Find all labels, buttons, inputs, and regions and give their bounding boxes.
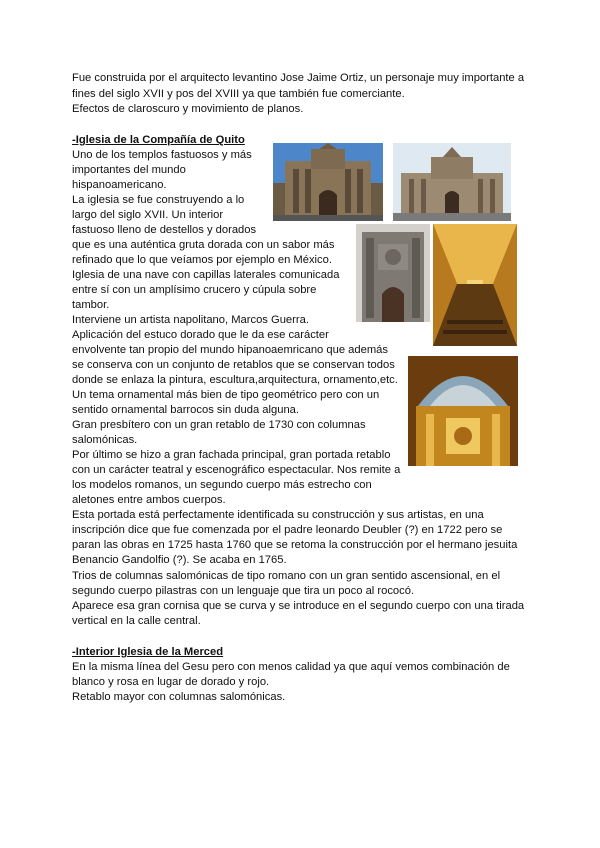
body-line: Iglesia de una nave con capillas laterales comunicada — [72, 269, 340, 281]
body-line: refinado que lo que veíamos por ejemplo en México. — [72, 254, 332, 266]
body-line: fastuoso lleno de destellos y dorados — [72, 224, 257, 236]
body-line: envolvente tan propio del mundo hipanoaemricano que además — [72, 344, 388, 356]
body-line: salomónicas. — [72, 434, 138, 446]
body-line: En la misma línea del Gesu pero con menos calidad ya que aquí vemos combinación de — [72, 661, 510, 673]
section-heading-compania: -Iglesia de la Compañía de Quito — [72, 134, 245, 146]
photo-golden-nave — [433, 224, 517, 346]
body-line: Aparece esa gran cornisa que se curva y se introduce en el segundo cuerpo con una tirada — [72, 600, 525, 612]
photo-golden-dome — [408, 356, 518, 466]
body-line: importantes del mundo — [72, 164, 186, 176]
intro-line: Fue construida por el arquitecto levantino Jose Jaime Ortiz, un personaje muy importante a — [72, 72, 525, 84]
photo-facade-compania — [273, 143, 383, 221]
body-line: entre sí con un amplísimo crucero y cúpula sobre — [72, 284, 317, 296]
photo-facade-wide — [393, 143, 511, 221]
body-line: Gran presbítero con un gran retablo de 1730 con columnas — [72, 419, 366, 431]
body-line: Por último se hizo a gran fachada principal, gran portada retablo — [72, 449, 391, 461]
body-line: Esta portada está perfectamente identificada su construcción y sus artistas, en una — [72, 509, 484, 521]
body-line: Aplicación del estuco dorado que le da ese carácter — [72, 329, 329, 341]
body-line: que es una auténtica gruta dorada con un sabor más — [72, 239, 335, 251]
body-line: aletones entre ambos cuerpos. — [72, 494, 226, 506]
body-line: largo del siglo XVII. Un interior — [72, 209, 224, 221]
intro-line: Efectos de claroscuro y movimiento de planos. — [72, 103, 304, 115]
body-line: segundo cuerpo pilastras con un lenguaje que tira un poco al rococó. — [72, 585, 415, 597]
body-line: Benancio Gandolfio (?). Se acaba en 1765. — [72, 554, 287, 566]
body-line: Trios de columnas salomónicas de tipo romano con un gran sentido ascensional, en el — [72, 570, 501, 582]
body-line: sentido ornamental barrocos sin duda alguna. — [72, 404, 300, 416]
body-line: Uno de los templos fastuosos y más — [72, 149, 252, 161]
body-line: Interviene un artista napolitano, Marcos Guerra. — [72, 314, 309, 326]
body-line: donde se enlaza la pintura, escultura,arquitectura, ornamento,etc. — [72, 374, 398, 386]
body-line: vertical en la calle central. — [72, 615, 201, 627]
section-heading-merced: -Interior Iglesia de la Merced — [72, 646, 224, 658]
photo-stone-portal — [356, 224, 430, 322]
body-line: se conserva con un conjunto de retablos que se conservan todos — [72, 359, 395, 371]
body-line: hispanoamericano. — [72, 179, 167, 191]
body-line: Retablo mayor con columnas salomónicas. — [72, 691, 286, 703]
body-line: paran las obras en 1725 hasta 1760 que se retoma la construcción por el hermano jesuita — [72, 539, 518, 551]
body-line: inscripción dice que fue comenzada por el padre leonardo Deubler (?) en 1722 pero se — [72, 524, 503, 536]
body-line: los modelos romanos, un segundo cuerpo más estrecho con — [72, 479, 372, 491]
intro-line: fines del siglo XVII y pos del XVIII ya que también fue comerciante. — [72, 88, 405, 100]
body-line: blanco y rosa en lugar de dorado y rojo. — [72, 676, 270, 688]
body-line: La iglesia se fue construyendo a lo — [72, 194, 245, 206]
body-line: con un carácter teatral y escenográfico espectacular. Nos remite a — [72, 464, 401, 476]
body-line: Un tema ornamental más bien de tipo geométrico pero con un — [72, 389, 380, 401]
body-line: tambor. — [72, 299, 110, 311]
